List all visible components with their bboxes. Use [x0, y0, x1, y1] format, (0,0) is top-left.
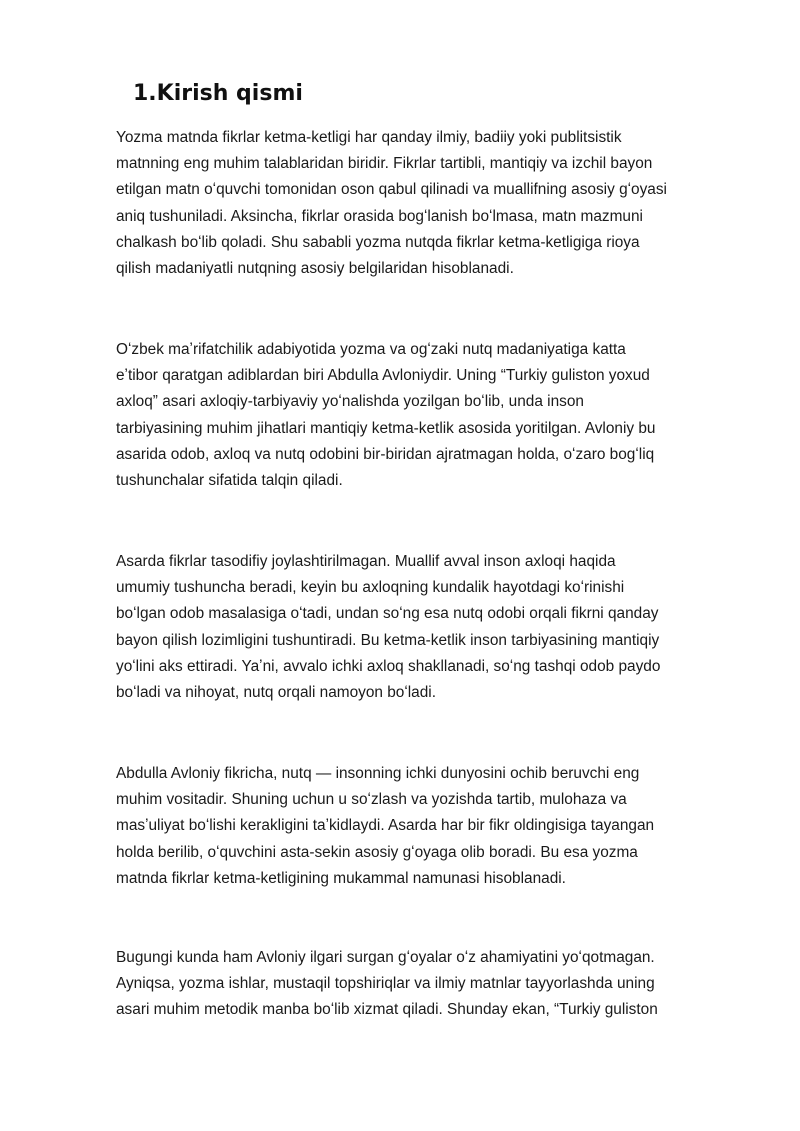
- paragraph-line: umumiy tushuncha beradi, keyin bu axloqning kundalik hayotdagi koʻrinishi: [116, 579, 625, 597]
- paragraph-avloniy-intro: [116, 337, 746, 494]
- paragraph-line: bayon qilish lozimligini tushuntiradi. Bu ketma-ketlik inson tarbiyasining mantiqiy: [116, 631, 660, 649]
- paragraph-today: [116, 945, 746, 1024]
- paragraph-line: matnda fikrlar ketma-ketligining mukammal namunasi hisoblanadi.: [116, 869, 566, 887]
- paragraph-line: Abdulla Avloniy fikricha, nutq — insonning ichki dunyosini ochib beruvchi eng: [116, 765, 640, 782]
- paragraph-line: chalkash boʻlib qoladi. Shu sababli yozma nutqda fikrlar ketma-ketligiga rioya: [116, 233, 640, 251]
- paragraph-line: matnning eng muhim talablaridan biridir. Fikrlar tartibli, mantiqiy va izchil bayon: [116, 155, 653, 173]
- paragraph-structure: [116, 549, 746, 706]
- paragraph-line: asari muhim metodik manba boʻlib xizmat qiladi. Shunday ekan, “Turkiy guliston: [116, 1001, 658, 1019]
- paragraph-line: etilgan matn oʻquvchi tomonidan oson qabul qilinadi va muallifning asosiy gʻoyasi: [116, 181, 667, 199]
- paragraph-line: boʻladi va nihoyat, nutq orqali namoyon boʻladi.: [116, 684, 436, 702]
- paragraph-intro: [116, 125, 746, 282]
- paragraph-line: boʻlgan odob masalasiga oʻtadi, undan soʻng esa nutq odobi orqali fikrni qanday: [116, 605, 659, 623]
- paragraph-line: holda berilib, oʻquvchini asta-sekin asosiy gʻoyaga olib boradi. Bu esa yozma: [116, 843, 638, 861]
- paragraph-line: axloq” asari axloqiy-tarbiyaviy yoʻnalishda yozilgan boʻlib, unda inson: [116, 393, 584, 411]
- paragraph-line: qilish madaniyatli nutqning asosiy belgilaridan hisoblanadi.: [116, 260, 514, 278]
- paragraph-line: Yozma matnda fikrlar ketma-ketligi har qanday ilmiy, badiiy yoki publitsistik: [116, 129, 622, 146]
- paragraph-line: yoʻlini aks ettiradi. Yaʼni, avvalo ichki axloq shakllanadi, soʻng tashqi odob paydo: [116, 657, 661, 675]
- paragraph-line: Bugungi kunda ham Avloniy ilgari surgan gʻoyalar oʻz ahamiyatini yoʻqotmagan.: [116, 949, 655, 966]
- paragraph-line: asarida odob, axloq va nutq odobini bir-biridan ajratmagan holda, oʻzaro bogʻliq: [116, 445, 655, 463]
- paragraph-line: tarbiyasining muhim jihatlari mantiqiy ketma-ketlik asosida yoritilgan. Avloniy bu: [116, 419, 656, 437]
- paragraph-line: masʼuliyat boʻlishi kerakligini taʼkidlaydi. Asarda har bir fikr oldingisiga tayangan: [116, 817, 655, 835]
- paragraph-line: eʼtibor qaratgan adiblardan biri Abdulla Avloniydir. Uning “Turkiy guliston yoxud: [116, 367, 650, 385]
- paragraph-line: Asarda fikrlar tasodifiy joylashtirilmagan. Muallif avval inson axloqi haqida: [116, 553, 616, 570]
- paragraph-speech: [116, 761, 746, 892]
- section-heading: 1.Kirish qismi: [133, 81, 303, 106]
- paragraph-line: Ayniqsa, yozma ishlar, mustaqil topshiriqlar va ilmiy matnlar tayyorlashda uning: [116, 975, 655, 993]
- paragraph-line: muhim vositadir. Shuning uchun u soʻzlash va yozishda tartib, mulohaza va: [116, 791, 627, 809]
- paragraph-line: tushunchalar sifatida talqin qiladi.: [116, 472, 343, 490]
- paragraph-line: Oʻzbek maʼrifatchilik adabiyotida yozma va ogʻzaki nutq madaniyatiga katta: [116, 341, 626, 358]
- paragraph-line: aniq tushuniladi. Aksincha, fikrlar orasida bogʻlanish boʻlmasa, matn mazmuni: [116, 207, 643, 225]
